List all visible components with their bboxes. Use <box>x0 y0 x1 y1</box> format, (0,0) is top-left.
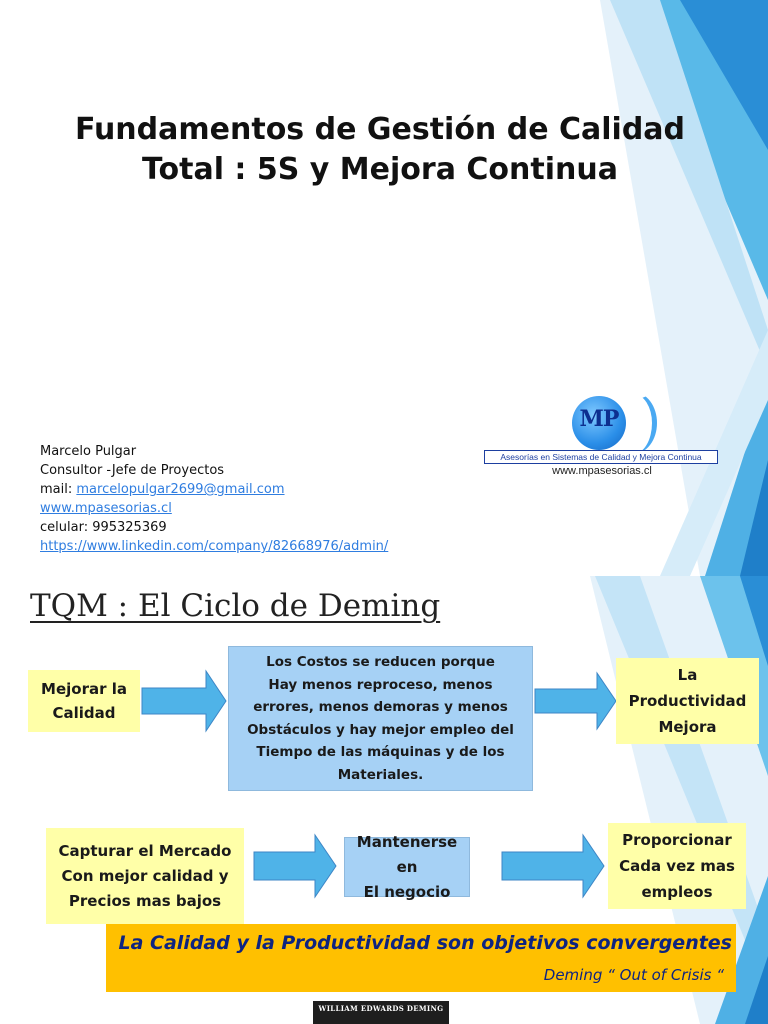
logo-url: www.mpasesorias.cl <box>552 465 652 477</box>
title-line-2: Total : 5S y Mejora Continua <box>142 152 618 187</box>
conclusion-text: La Calidad y la Productividad son objetivos convergentes <box>118 932 732 954</box>
photo-caption: WILLIAM EDWARDS DEMING <box>318 1004 444 1013</box>
deming-photo <box>313 1001 449 1024</box>
author-mail <box>40 480 388 499</box>
arrow-right-icon <box>502 835 604 897</box>
arrow-right-icon <box>254 835 336 897</box>
author-role: Consultor -Jefe de Proyectos <box>40 463 225 478</box>
box-mantenerse-text: Mantenerse en El negocio <box>356 832 458 901</box>
box-mejorar-text: Mejorar la Calidad <box>41 680 127 722</box>
conclusion-banner <box>106 924 736 992</box>
website-link[interactable]: www.mpasesorias.cl <box>40 501 172 516</box>
slide-title: TQM : El Ciclo de Deming <box>30 588 441 624</box>
box-productividad-text: La Productividad Mejora <box>628 666 747 736</box>
box-mantenerse <box>344 832 470 901</box>
box-productividad <box>616 658 759 744</box>
title-line-1: Fundamentos de Gestión de Calidad <box>74 112 686 147</box>
mail-label: mail: <box>40 482 77 497</box>
arrow-right-icon <box>142 671 226 731</box>
box-capturar-text: Capturar el Mercado Con mejor calidad y Precios mas bajos <box>58 841 232 910</box>
email-link[interactable]: marcelopulgar2699@gmail.com <box>76 482 285 497</box>
logo-monogram: MP <box>579 406 619 432</box>
logo-tagline: Asesorías en Sistemas de Calidad y Mejora Continua <box>484 450 718 464</box>
company-logo <box>484 392 720 482</box>
box-costos <box>228 646 533 791</box>
box-costos-text: Los Costos se reducen porque Hay menos reproceso, menos errores, menos demoras y menos Obstáculos y hay mejor empleo del Tiempo de las máquinas y de los Materiales. <box>247 654 514 783</box>
presentation-title <box>40 110 720 190</box>
arrow-right-icon <box>535 673 616 729</box>
linkedin-link[interactable]: https://www.linkedin.com/company/82668976/admin/ <box>40 539 389 554</box>
box-mejorar-calidad <box>28 670 140 732</box>
box-proporcionar-text: Proporcionar Cada vez mas empleos <box>619 831 735 901</box>
deming-cycle-slide <box>0 576 768 1024</box>
author-phone: celular: 995325369 <box>40 520 167 535</box>
author-name: Marcelo Pulgar <box>40 444 137 459</box>
conclusion-source: Deming “ Out of Crisis “ <box>543 966 724 984</box>
box-capturar-mercado <box>46 828 244 924</box>
author-info <box>40 442 388 556</box>
box-proporcionar-empleos <box>608 823 746 909</box>
